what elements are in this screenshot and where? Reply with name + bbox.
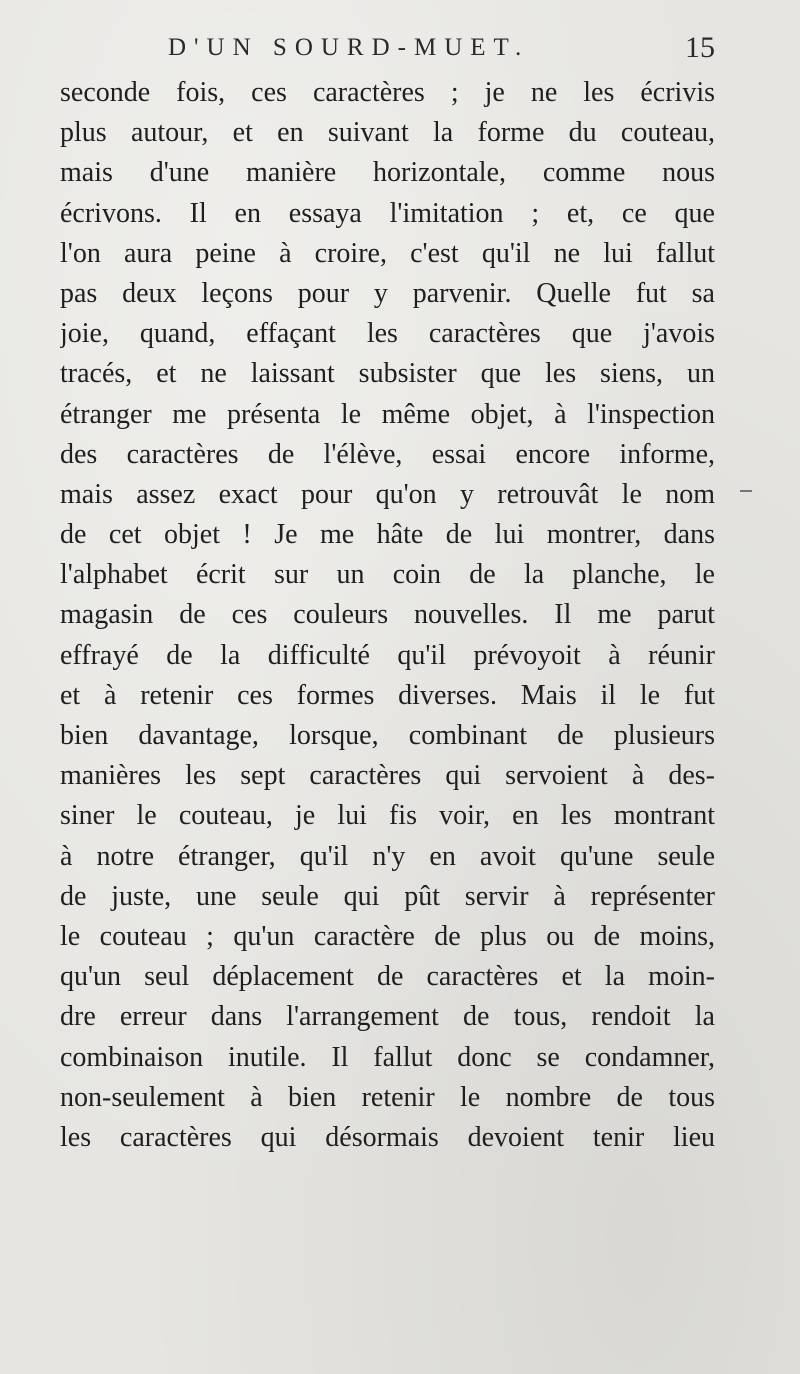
text-line: l'alphabet écrit sur un coin de la planche, le — [60, 559, 715, 591]
page-number: 15 — [685, 31, 715, 64]
text-line: magasin de ces couleurs nouvelles. Il me parut — [60, 599, 715, 631]
text-line: mais assez exact pour qu'on y retrouvât le nom — [60, 478, 715, 510]
text-line: qu'un seul déplacement de caractères et la moin- — [60, 961, 715, 993]
text-line: les caractères qui désormais devoient tenir lieu — [60, 1121, 715, 1153]
text-line: tracés, et ne laissant subsister que les siens, un — [60, 358, 715, 390]
text-line: joie, quand, effaçant les caractères que j'avois — [60, 318, 715, 350]
text-line: combinaison inutile. Il fallut donc se condamner, — [60, 1041, 715, 1073]
margin-mark — [740, 490, 752, 492]
text-line: mais d'une manière horizontale, comme nous — [60, 157, 715, 189]
text-line: le couteau ; qu'un caractère de plus ou de moins, — [60, 920, 715, 952]
text-line: seconde fois, ces caractères ; je ne les écrivis — [60, 77, 715, 108]
text-line: écrivons. Il en essaya l'imitation ; et, ce que — [60, 197, 715, 229]
text-line: étranger me présenta le même objet, à l'inspection — [60, 398, 715, 430]
text-line: et à retenir ces formes diverses. Mais il le fut — [60, 679, 715, 711]
text-line: siner le couteau, je lui fis voir, en les montrant — [60, 800, 715, 832]
text-line: dre erreur dans l'arrangement de tous, rendoit la — [60, 1001, 715, 1033]
text-line: bien davantage, lorsque, combinant de plusieurs — [60, 720, 715, 751]
text-line: l'on aura peine à croire, c'est qu'il ne lui fallut — [60, 237, 715, 269]
running-head — [60, 28, 715, 68]
text-line: des caractères de l'élève, essai encore informe, — [60, 438, 715, 470]
text-line: de cet objet ! Je me hâte de lui montrer, dans — [60, 519, 715, 551]
text-line: à notre étranger, qu'il n'y en avoit qu'une seule — [60, 840, 715, 872]
text-line: pas deux leçons pour y parvenir. Quelle fut sa — [60, 277, 715, 309]
text-line: non-seulement à bien retenir le nombre de tous — [60, 1081, 715, 1113]
text-line: manières les sept caractères qui servoient à des- — [60, 760, 715, 792]
text-line: plus autour, et en suivant la forme du couteau, — [60, 117, 715, 149]
running-title: D'UN SOURD-MUET. — [168, 34, 530, 61]
body-text — [60, 73, 715, 1158]
text-line: de juste, une seule qui pût servir à représenter — [60, 880, 715, 912]
text-line: effrayé de la difficulté qu'il prévoyoit à réunir — [60, 639, 715, 671]
